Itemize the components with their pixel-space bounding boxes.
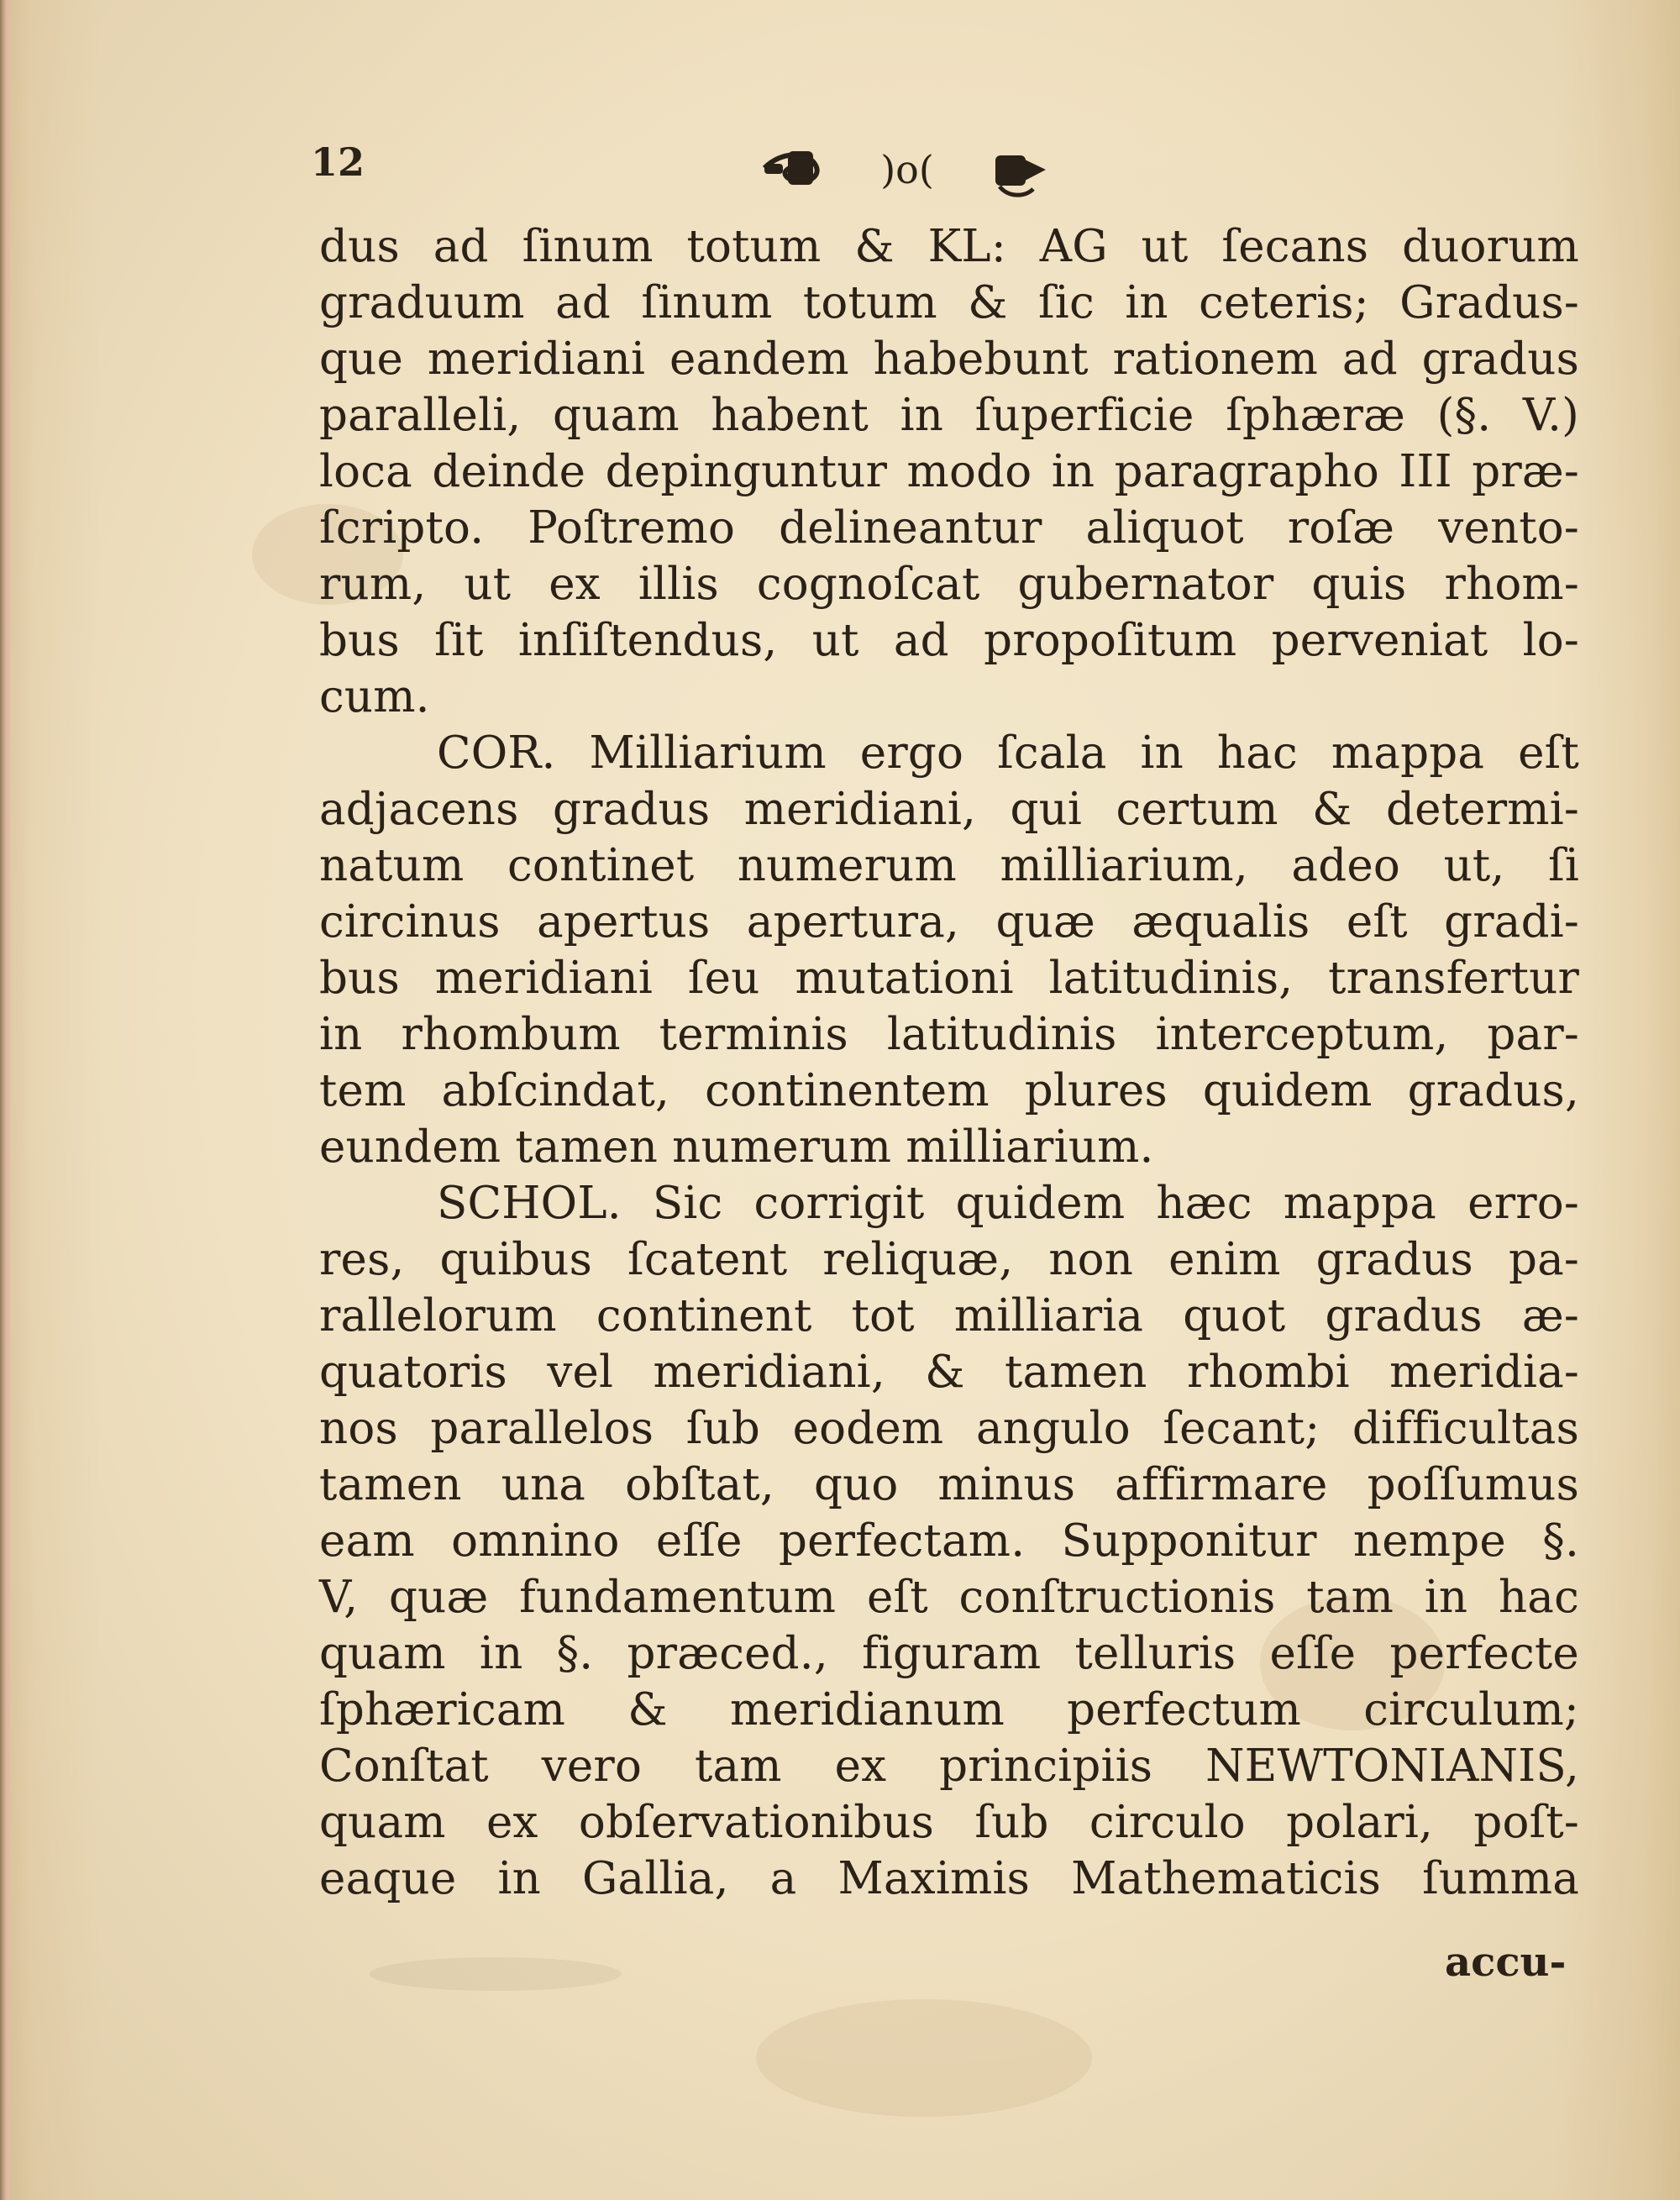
text-line: quatoris vel meridiani, & tamen rhombi meridia- bbox=[319, 1347, 1579, 1398]
text-line: ſphæricam & meridianum perfectum circulum; bbox=[319, 1684, 1579, 1735]
text-line: quam in §. præced., figuram telluris eſſe perfecte bbox=[319, 1628, 1579, 1679]
corollary-line: COR. Milliarium ergo ſcala in hac mappa eſt bbox=[437, 727, 1579, 779]
text-line: tem abſcindat, continentem plures quidem gradus, bbox=[319, 1065, 1579, 1116]
text-line: rum, ut ex illis cognoſcat gubernator quis rhom- bbox=[319, 559, 1579, 610]
text-line: paralleli, quam habent in ſuperficie ſphæræ (§. V.) bbox=[319, 390, 1579, 441]
catchword: accu- bbox=[1445, 1939, 1567, 1986]
ornament-right-flourish-icon bbox=[995, 155, 1046, 195]
text-line: cum. bbox=[319, 671, 430, 722]
paper-stain bbox=[756, 1999, 1092, 2117]
text-line: eundem tamen numerum milliarium. bbox=[319, 1121, 1154, 1173]
body-text bbox=[319, 218, 1579, 1907]
page-edge bbox=[0, 0, 10, 2200]
text-line: adjacens gradus meridiani, qui certum & determi- bbox=[319, 784, 1579, 835]
text-line: in rhombum terminis latitudinis interceptum, par- bbox=[319, 1009, 1579, 1060]
text-line: nos parallelos ſub eodem angulo ſecant; difficultas bbox=[319, 1403, 1579, 1454]
text-line: ſcripto. Poſtremo delineantur aliquot roſæ vento- bbox=[319, 502, 1579, 554]
text-line: bus ſit inſiſtendus, ut ad propoſitum perveniat lo- bbox=[319, 615, 1579, 666]
text-line: circinus apertus apertura, quæ æqualis eſt gradi- bbox=[319, 896, 1579, 948]
text-line: natum continet numerum milliarium, adeo ut, ſi bbox=[319, 840, 1579, 891]
text-line: rallelorum continent tot milliaria quot gradus æ- bbox=[319, 1290, 1579, 1342]
text-line: res, quibus ſcatent reliquæ, non enim gradus pa- bbox=[319, 1234, 1579, 1285]
ornament-left-flourish-icon bbox=[764, 151, 817, 185]
header-ornament bbox=[748, 134, 1067, 210]
running-header bbox=[311, 134, 1571, 210]
text-line: dus ad ſinum totum & KL: AG ut ſecans duorum bbox=[319, 221, 1579, 272]
scholium-line: SCHOL. Sic corrigit quidem hæc mappa erro- bbox=[437, 1178, 1579, 1229]
text-line: V, quæ fundamentum eſt conſtructionis tam in hac bbox=[319, 1572, 1579, 1623]
text-line: graduum ad ſinum totum & ſic in ceteris; Gradus- bbox=[319, 277, 1579, 328]
text-line: Conſtat vero tam ex principiis NEWTONIANIS, bbox=[319, 1741, 1579, 1792]
text-line: eam omnino eſſe perfectam. Supponitur nempe §. bbox=[319, 1515, 1579, 1567]
text-line: eaque in Gallia, a Maximis Mathematicis ſumma bbox=[319, 1853, 1579, 1904]
page-number: 12 bbox=[311, 139, 365, 185]
text-line: loca deinde depinguntur modo in paragrapho III præ- bbox=[319, 446, 1579, 497]
text-line: que meridiani eandem habebunt rationem ad gradus bbox=[319, 333, 1579, 385]
ornament-text: )o( bbox=[880, 147, 934, 192]
text-line: bus meridiani ſeu mutationi latitudinis, transfertur bbox=[319, 953, 1579, 1004]
ink-smudge bbox=[370, 1957, 622, 1991]
text-line: quam ex obſervationibus ſub circulo polari, poſt- bbox=[319, 1797, 1579, 1848]
text-line: tamen una obſtat, quo minus affirmare poſſumus bbox=[319, 1459, 1579, 1510]
